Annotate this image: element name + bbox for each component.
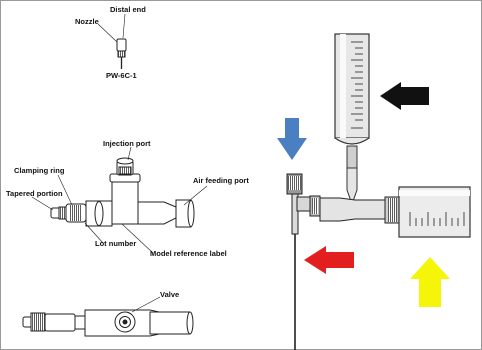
- yellow-arrow-icon: [410, 257, 450, 307]
- valve-drawing: [23, 297, 193, 336]
- tapered-portion-label: Tapered portion: [6, 189, 63, 198]
- clamping-ring-label: Clamping ring: [14, 166, 65, 175]
- nozzle-label: Nozzle: [75, 17, 99, 26]
- red-arrow-icon: [304, 246, 354, 274]
- model-label: PW-6C-1: [106, 71, 137, 80]
- black-arrow-icon: [380, 82, 429, 110]
- blue-arrow-icon: [277, 118, 307, 160]
- horizontal-syringe: [399, 187, 470, 237]
- nozzle-drawing: [98, 14, 126, 69]
- adapter-drawing: [32, 147, 207, 253]
- distal-end-label: Distal end: [110, 5, 146, 14]
- injection-port-label: Injection port: [103, 139, 151, 148]
- air-feeding-port-label: Air feeding port: [193, 176, 249, 185]
- lot-number-label: Lot number: [95, 239, 137, 248]
- model-reference-label: Model reference label: [150, 249, 227, 258]
- valve-label: Valve: [160, 290, 180, 299]
- vertical-syringe: [335, 34, 369, 204]
